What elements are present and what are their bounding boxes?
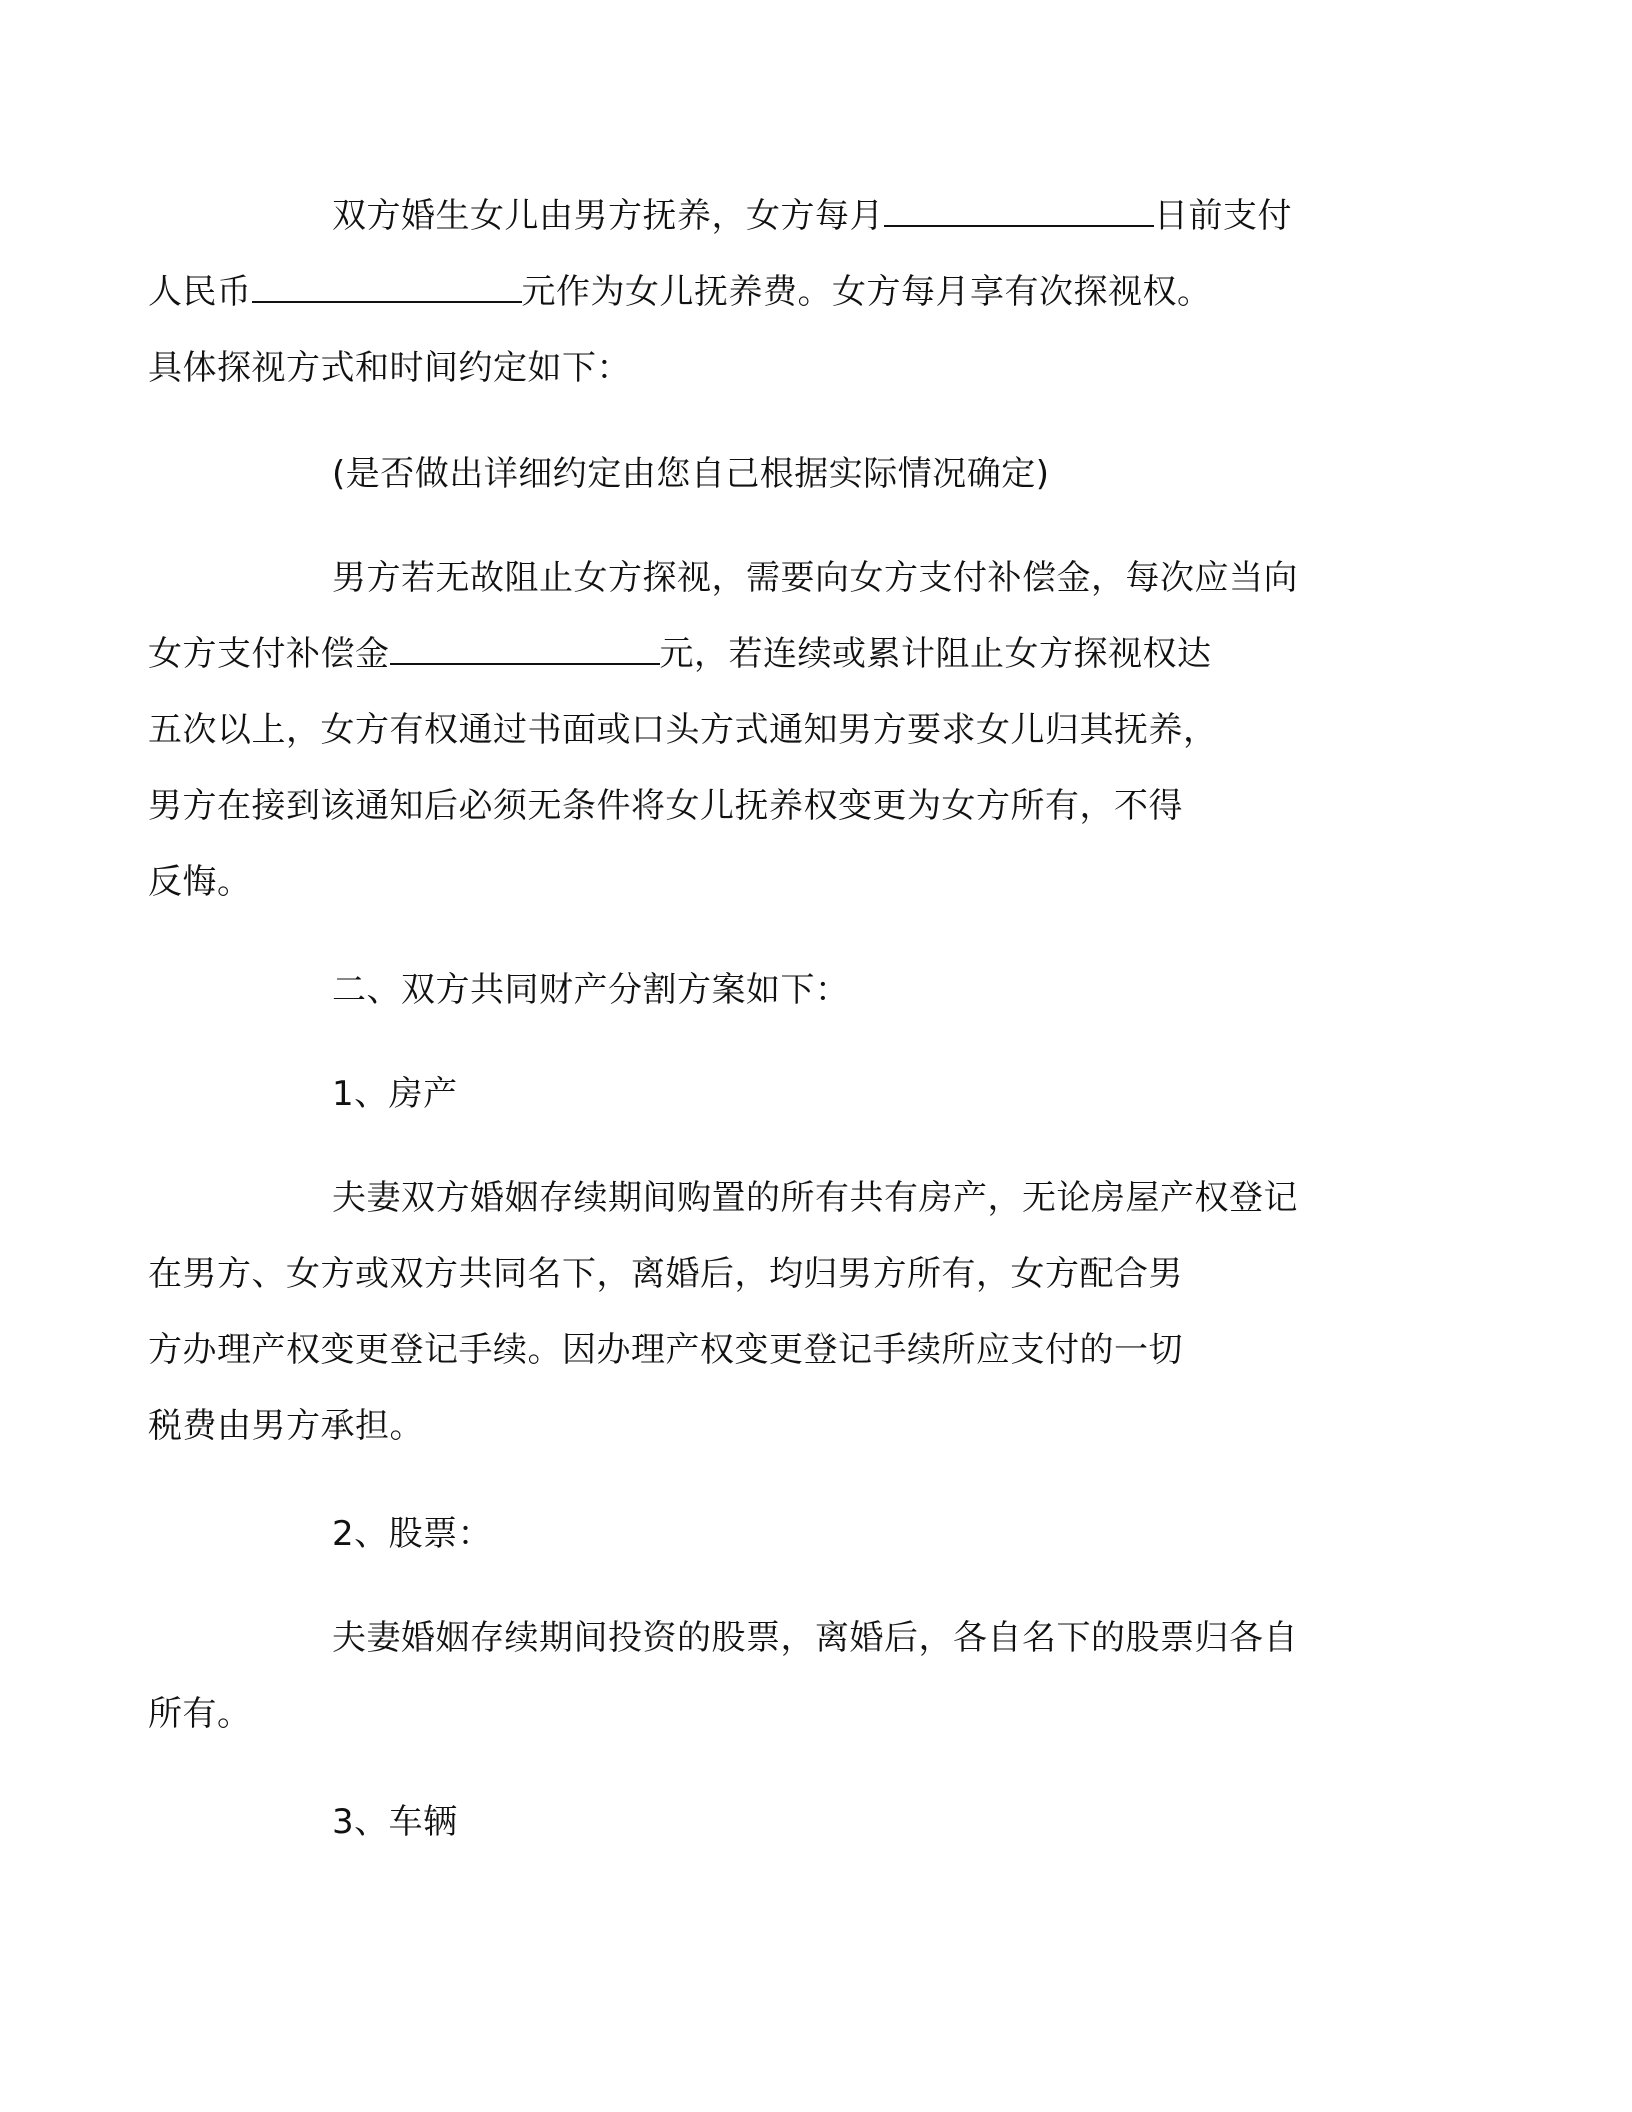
text-segment: 日前支付	[1154, 196, 1292, 236]
text-line	[148, 330, 1390, 406]
text-line	[148, 1388, 1390, 1464]
item-heading-property	[240, 1056, 1390, 1132]
text-segment: 具体探视方式和时间约定如下：	[148, 348, 631, 388]
text-line	[240, 1600, 1390, 1676]
text-line	[148, 692, 1390, 768]
text-line	[148, 844, 1390, 920]
text-line: 1、房产	[332, 1074, 458, 1114]
paragraph-custody	[148, 178, 1390, 406]
text-line	[148, 616, 1390, 692]
text-segment: 方办理产权变更登记手续。因办理产权变更登记手续所应支付的一切	[148, 1330, 1183, 1370]
text-line: 2、股票：	[332, 1514, 493, 1554]
section-heading	[240, 952, 1390, 1028]
paragraph-stocks	[148, 1600, 1390, 1752]
blank-field[interactable]	[252, 275, 522, 303]
text-line	[148, 1312, 1390, 1388]
item-heading-vehicles	[240, 1784, 1390, 1860]
text-line: 3、车辆	[332, 1802, 458, 1842]
text-line	[148, 1676, 1390, 1752]
text-segment: 元作为女儿抚养费。女方每月享有次探视权。	[521, 272, 1212, 312]
text-segment: 元，若连续或累计阻止女方探视权达	[659, 634, 1212, 674]
text-segment: 反悔。	[148, 862, 252, 902]
text-segment: 在男方、女方或双方共同名下，离婚后，均归男方所有，女方配合男	[148, 1254, 1183, 1294]
text-segment: 男方在接到该通知后必须无条件将女儿抚养权变更为女方所有，不得	[148, 786, 1183, 826]
blank-field[interactable]	[390, 637, 660, 665]
paragraph-property	[148, 1160, 1390, 1464]
text-line	[148, 768, 1390, 844]
text-line	[240, 540, 1390, 616]
text-segment: 人民币	[148, 272, 252, 312]
blank-field[interactable]	[884, 199, 1154, 227]
text-line	[148, 1236, 1390, 1312]
paragraph-compensation	[148, 540, 1390, 920]
text-segment: 女方支付补偿金	[148, 634, 390, 674]
text-segment: 夫妻双方婚姻存续期间购置的所有共有房产，无论房屋产权登记	[332, 1178, 1298, 1218]
text-line	[240, 178, 1390, 254]
text-segment: 所有。	[148, 1694, 252, 1734]
text-line: (是否做出详细约定由您自己根据实际情况确定)	[332, 454, 1050, 494]
text-segment: 夫妻婚姻存续期间投资的股票，离婚后，各自名下的股票归各自	[332, 1618, 1298, 1658]
text-line	[148, 254, 1390, 330]
text-line: 二、双方共同财产分割方案如下：	[332, 970, 850, 1010]
text-segment: 男方若无故阻止女方探视，需要向女方支付补偿金，每次应当向	[332, 558, 1298, 598]
text-segment: 税费由男方承担。	[148, 1406, 424, 1446]
paragraph-note	[240, 436, 1390, 512]
item-heading-stocks	[240, 1496, 1390, 1572]
text-line	[240, 1160, 1390, 1236]
text-segment: 五次以上，女方有权通过书面或口头方式通知男方要求女儿归其抚养，	[148, 710, 1218, 750]
text-segment: 双方婚生女儿由男方抚养，女方每月	[332, 196, 884, 236]
